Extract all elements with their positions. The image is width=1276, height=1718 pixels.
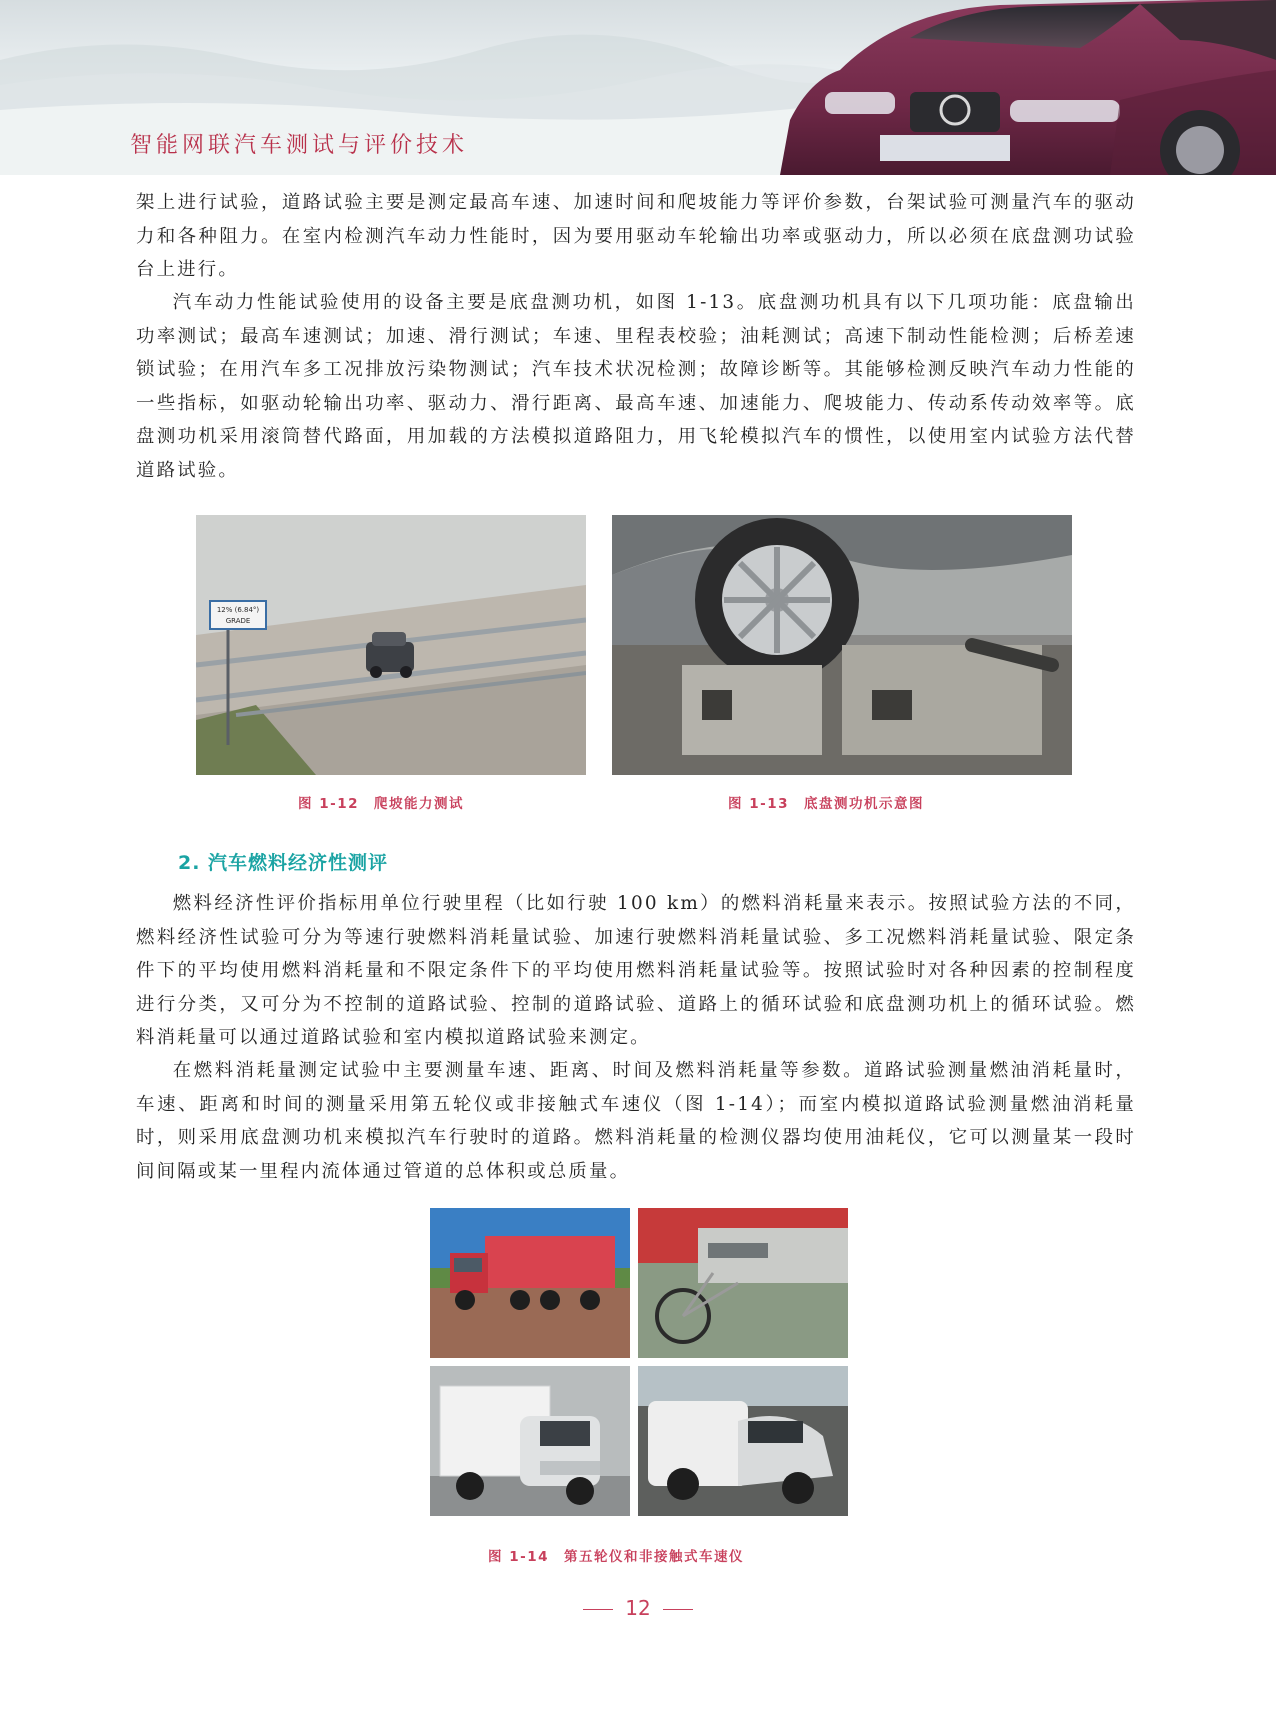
- car-banner-image: [780, 0, 1276, 175]
- grade-sign-line1: 12% (6.84°): [216, 606, 260, 614]
- paragraph-4: 在燃料消耗量测定试验中主要测量车速、距离、时间及燃料消耗量等参数。道路试验测量燃油消耗量时，车速、距离和时间的测量采用第五轮仪或非接触式车速仪（图 1-14）；而室内模拟道路试验测量燃油消耗量时，则采用底盘测功机来模拟汽车行驶时的道路。燃料消耗量的检测仪器均使用油耗仪，它可以测量某一段时间间隔或某一里程内流体通过管道的总体积或总质量。: [136, 1060, 1136, 1182]
- paragraph-3: 燃料经济性评价指标用单位行驶里程（比如行驶 100 km）的燃料消耗量来表示。按照试验方法的不同，燃料经济性试验可分为等速行驶燃料消耗量试验、加速行驶燃料消耗量试验、多工况燃料消耗量试验、限定条件下的平均使用燃料消耗量和不限定条件下的平均使用燃料消耗量试验等。按照试验时对各种因素的控制程度进行分类，又可分为不控制的道路试验、控制的道路试验、道路上的循环试验和底盘测功机上的循环试验。燃料消耗量可以通过道路试验和室内模拟道路试验来测定。: [136, 893, 1136, 1048]
- fig-1-14-photo-box-truck: [430, 1366, 630, 1516]
- book-title: 智能网联汽车测试与评价技术: [130, 133, 469, 158]
- fig-1-14-photo-dump-truck: [430, 1208, 630, 1358]
- grade-sign-line2: GRADE: [225, 617, 251, 625]
- section-heading: 2. 汽车燃料经济性测评: [178, 852, 389, 874]
- fig-1-13-caption: 图 1-13 底盘测功机示意图: [728, 796, 924, 812]
- paragraph-1: 架上进行试验，道路试验主要是测定最高车速、加速时间和爬坡能力等评价参数，台架试验可测量汽车的驱动力和各种阻力。在室内检测汽车动力性能时，因为要用驱动车轮输出功率或驱动力，所以必须在底盘测功试验台上进行。: [136, 192, 1136, 280]
- page-number-dash-left: [583, 1609, 613, 1610]
- fig-1-14-caption: 图 1-14 第五轮仪和非接触式车速仪: [488, 1549, 744, 1565]
- page-number-dash-right: [663, 1609, 693, 1610]
- page-header: [0, 0, 1276, 175]
- fig-1-12-photo: [196, 515, 586, 775]
- fig-1-12-caption: 图 1-12 爬坡能力测试: [298, 796, 464, 812]
- fig-1-14-photo-fifth-wheel: [638, 1208, 848, 1358]
- page-number-value: 12: [625, 1596, 651, 1620]
- fig-1-14-photo-electric-van: [638, 1366, 848, 1516]
- fig-1-13-photo: [612, 515, 1072, 775]
- paragraph-2: 汽车动力性能试验使用的设备主要是底盘测功机，如图 1-13。底盘测功机具有以下几项功能：底盘输出功率测试；最高车速测试；加速、滑行测试；车速、里程表校验；油耗测试；高速下制动性能检测；后桥差速锁试验；在用汽车多工况排放污染物测试；汽车技术状况检测；故障诊断等。其能够检测反映汽车动力性能的一些指标，如驱动轮输出功率、驱动力、滑行距离、最高车速、加速能力、爬坡能力、传动系传动效率等。底盘测功机采用滚筒替代路面，用加载的方法模拟道路阻力，用飞轮模拟汽车的惯性，以使用室内试验方法代替道路试验。: [136, 292, 1136, 481]
- page-number: [0, 1596, 1276, 1620]
